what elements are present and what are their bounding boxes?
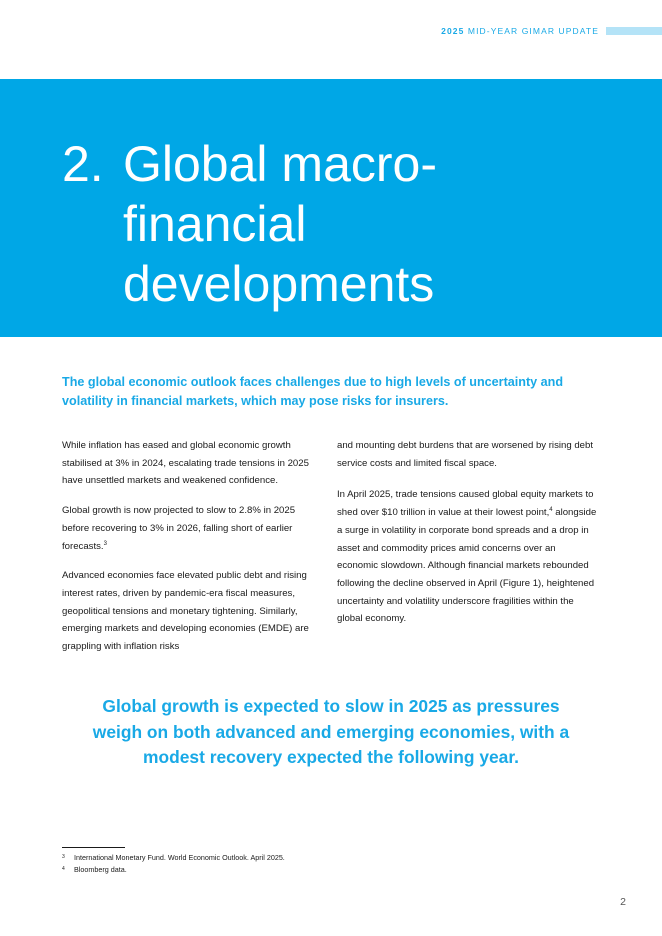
chapter-hero [0, 79, 662, 337]
left-paragraph-2-text: Global growth is now projected to slow to 2.8% in 2025 before recovering to 3% in 2026, falling short of earlier forecasts. [62, 505, 296, 552]
footnote-ref-3[interactable]: 3 [103, 540, 107, 547]
footnote-ref-4[interactable]: 4 [549, 506, 553, 513]
chapter-number: 2. [62, 136, 104, 192]
header-title: MID-YEAR GIMAR UPDATE [467, 26, 599, 36]
header-text [441, 26, 599, 36]
footnote-mark: 3 [62, 854, 65, 860]
pull-quote: Global growth is expected to slow in 2025 as pressures weigh on both advanced and emerging economies, with a modest recovery expected the following year. [92, 696, 570, 767]
footnote-3 [62, 852, 462, 864]
chapter-title: Global macro-financial developments [123, 136, 437, 312]
footnote-text: Bloomberg data. [74, 865, 127, 874]
right-column [337, 437, 599, 640]
footnotes [62, 852, 462, 876]
intro-paragraph: The global economic outlook faces challenges due to high levels of uncertainty and volatility in financial markets, which may pose risks for insurers. [62, 375, 564, 408]
right-paragraph-2-text-b: alongside a surge in volatility in corporate bond spreads and a drop in asset and commodity prices amid concerns over an economic slowdown. Although financial markets rebounded following the decline observed in April (Figure 1), heightened uncertainty and volatility underscore fragilities within the global economy. [337, 507, 597, 625]
left-column [62, 437, 324, 668]
right-paragraph-1: and mounting debt burdens that are worsened by rising debt service costs and limited fiscal space. [337, 440, 594, 469]
footnote-mark: 4 [62, 866, 65, 872]
footnote-4 [62, 864, 462, 876]
left-paragraph-3: Advanced economies face elevated public debt and rising interest rates, driven by pandemic-era fiscal measures, geopolitical tensions and monetary tightening. Similarly, emerging markets and developing economies (EMDE) are grappling with inflation risks [62, 570, 309, 653]
right-paragraph-2-text-a: In April 2025, trade tensions caused global equity markets to shed over $10 trillion in value at their lowest point, [337, 489, 594, 519]
left-paragraph-2 [62, 502, 324, 555]
header-year: 2025 [441, 26, 465, 36]
page-number: 2 [620, 896, 626, 908]
header-accent-bar [606, 27, 662, 35]
right-paragraph-2 [337, 486, 599, 628]
footnote-divider [62, 847, 125, 848]
running-header [441, 26, 662, 36]
footnote-text: International Monetary Fund. World Economic Outlook. April 2025. [74, 853, 285, 862]
left-paragraph-1: While inflation has eased and global economic growth stabilised at 3% in 2024, escalating trade tensions in 2025 have unsettled markets and weakened confidence. [62, 440, 309, 487]
